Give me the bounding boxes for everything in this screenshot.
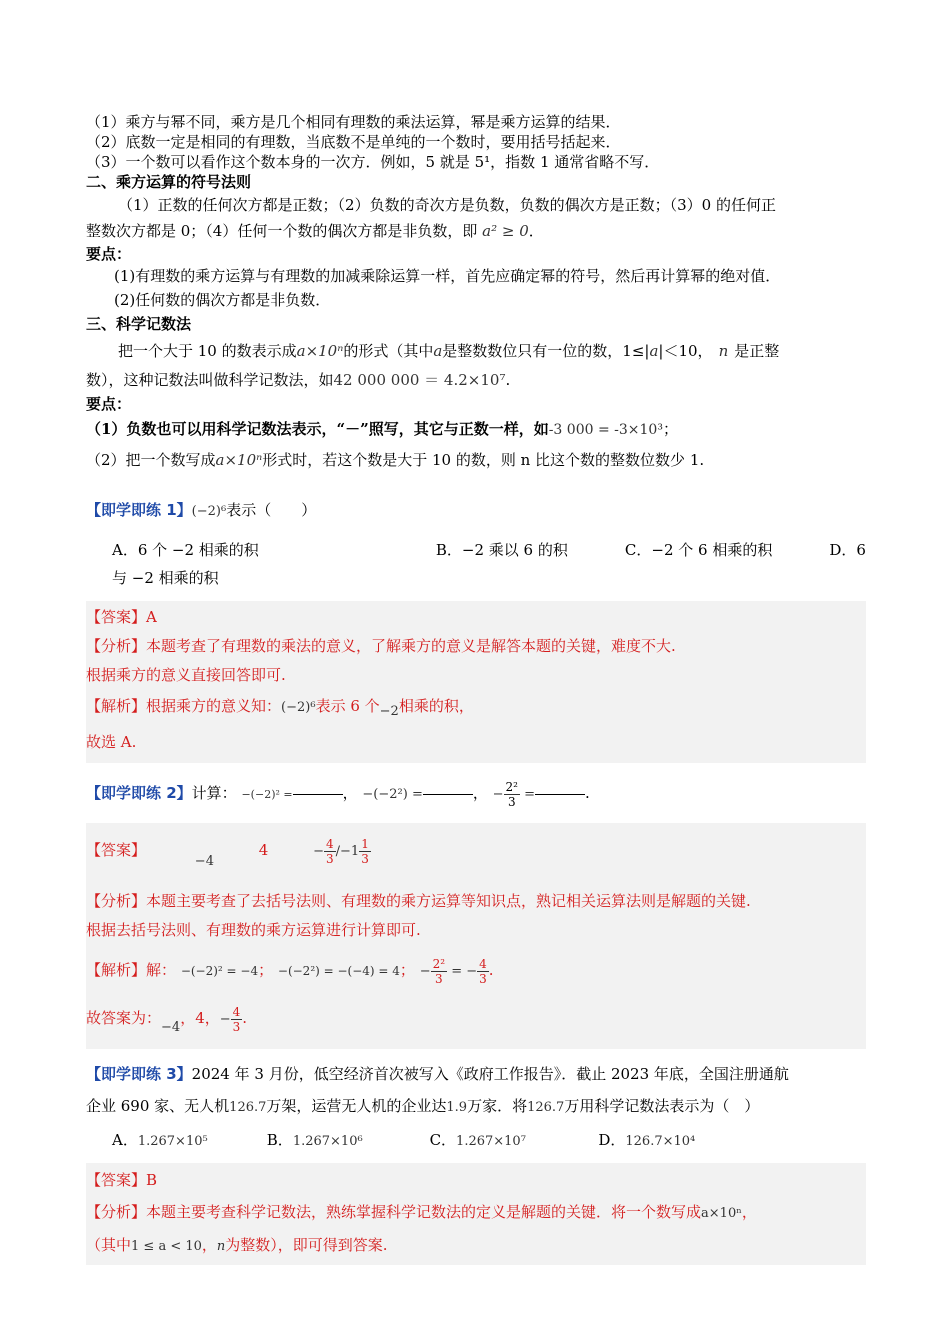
ex2-answer-3-den: 3: [325, 851, 334, 866]
ex3-analysis-label: 【分析】: [86, 1203, 147, 1221]
ex3-stem-b2: 万架，运营无人机的企业达: [266, 1097, 447, 1115]
ex1-analysis: [86, 631, 866, 661]
ex2-answer-3: [324, 837, 336, 866]
ex3-stem-b4: 万用科学记数法表示为（ ）: [564, 1097, 760, 1115]
ex3-stem-b-m2: 1.9: [446, 1100, 468, 1115]
ex3-options: [86, 1125, 866, 1157]
ex1-solution-c: 相乘的积，: [398, 697, 474, 715]
ex3-label: 【即学即练 3】: [86, 1065, 192, 1083]
ex2-conclusion: 故答案为：−4，4，− $\frac{4}{3}$ .: [86, 1004, 248, 1035]
section-2-title: 二、乘方运算的符号法则: [86, 173, 252, 191]
kp2-text-b: 形式时，若这个数是大于 10 的数，则 n 比这个数的整数位数少 1.: [262, 451, 705, 469]
section-3-keypoint-label: 要点：: [86, 395, 132, 413]
ex1-option-c[interactable]: C．−2 个 6 相乘的积: [624, 541, 773, 559]
section-3-keypoint-2: [86, 445, 866, 475]
ex3-analysis2-math2: n: [216, 1239, 226, 1254]
ex3-option-c-math: 1.267×10⁷: [456, 1134, 526, 1149]
desc-a2: 的形式（其中: [343, 342, 434, 360]
ex1-solution-math: (−2)⁶: [281, 700, 316, 715]
ex2-solution-a: 解：: [146, 961, 177, 979]
ex3-analysis-math: a×10ⁿ: [701, 1206, 742, 1221]
section-2-keypoint-1: (1)有理数的乘方运算与有理数的加减乘除运算一样，首先应确定幂的符号，然后再计算幂的绝对值．: [114, 267, 781, 285]
ex3-option-c-label: C．: [429, 1131, 457, 1149]
desc-math4: n: [718, 342, 729, 360]
ex2-solution: 【解析】解： −(−2)² = −4； −(−2²) = −(−4) = 4； − $\frac{\text{2²}}{3}$ = − $\frac{4}{3}$ .: [86, 956, 494, 986]
ex1-conclusion: 故选 A.: [86, 733, 137, 751]
ex3-analysis2-a: （其中: [86, 1236, 132, 1254]
ex3-analysis-text: 本题主要考查科学记数法，熟练掌握科学记数法的定义是解题的关键．将一个数写成: [146, 1203, 702, 1221]
section-2-rule-a: （1）正数的任何次方都是正数；（2）负数的奇次方是负数，负数的偶次方是正数；（3）0 的任何正: [118, 196, 776, 214]
ex3-option-d[interactable]: [598, 1125, 695, 1157]
ex1-stem-text: 表示（ ）: [226, 501, 317, 519]
kp2-math: a×10ⁿ: [215, 451, 263, 469]
kp1-text: （1）负数也可以用科学记数法表示，“－”照写，其它与正数一样，如: [86, 420, 549, 438]
ex1-answer-box: [86, 601, 866, 763]
ex2-answer-box: [86, 823, 866, 1049]
ex2-stem: 【即学即练 2】计算： −(−2)² = ， −(−2²) = ， − $\frac{\text{2²}}{3}$ = .: [86, 779, 590, 809]
section-3-keypoint-1: （1）负数也可以用科学记数法表示，“－”照写，其它与正数一样，如-3 000 = -3×10³；: [86, 420, 678, 438]
ex2-answer-1: −4: [194, 854, 214, 869]
ex3-answer-label: 【答案】: [86, 1171, 147, 1189]
ex2-blank-2[interactable]: [423, 794, 473, 795]
ex3-stem-b: [86, 1089, 866, 1125]
ex2-blank-1[interactable]: [293, 794, 343, 795]
section-2-rule-b: 整数次方都是 0；（4）任何一个数的偶次方都是非负数，即 a² ≥ 0．: [86, 222, 544, 240]
desc-a3: 是整数数位只有一位的数，1≤|: [442, 342, 650, 360]
ex1-answer: [86, 603, 866, 631]
ex2-expr-3-den: 3: [507, 794, 516, 809]
ex1-math: (−2)⁶: [191, 504, 227, 519]
kp2-text-a: （2）把一个数写成: [86, 451, 216, 469]
ex2-analysis-label: 【分析】: [86, 892, 147, 910]
ex2-answer-3-alt: −1: [340, 844, 360, 859]
desc-math3: a: [649, 342, 659, 360]
rule-b-text: 整数次方都是 0；（4）任何一个数的偶次方都是非负数，即: [86, 222, 478, 240]
ex3-stem-a-text: 2024 年 3 月份，低空经济首次被写入《政府工作报告》．截止 2023 年底，全国注册通航: [191, 1065, 789, 1083]
desc-a4: |＜10，: [658, 342, 713, 360]
ex2-expr-3: [504, 780, 520, 809]
ex2-analysis-2: 根据去括号法则、有理数的乘方运算进行计算即可.: [86, 921, 421, 939]
ex3-option-a-label: A．: [112, 1131, 138, 1149]
ex3-answer-value: B: [146, 1171, 158, 1189]
ex1-options: [86, 537, 866, 563]
intro-line-3: （3）一个数可以看作这个数本身的一次方．例如，5 就是 5¹，指数 1 通常省略不写．: [86, 153, 660, 171]
ex1-analysis-2: 根据乘方的意义直接回答即可.: [86, 666, 286, 684]
ex3-stem-b3: 万家．将: [467, 1097, 528, 1115]
intro-line-1: （1）乘方与幂不同，乘方是几个相同有理数的乘法运算，幂是乘方运算的结果．: [86, 113, 621, 131]
ex2-analysis-text: 本题主要考查了去括号法则、有理数的乘方运算等知识点，熟记相关运算法则是解题的关键.: [146, 892, 751, 910]
ex1-solution-math2: −2: [379, 704, 399, 719]
ex1-solution: [86, 689, 866, 725]
ex3-option-a[interactable]: [112, 1125, 262, 1157]
section-3-title: 三、科学记数法: [86, 315, 192, 333]
desc-math1: a×10ⁿ: [296, 342, 344, 360]
ex2-expr-3-num: 2²: [505, 779, 518, 794]
ex3-answer-box: [86, 1163, 866, 1265]
ex3-option-a-math: 1.267×10⁵: [137, 1134, 208, 1149]
ex3-analysis2-c: 为整数），即可得到答案.: [225, 1236, 388, 1254]
ex2-analysis: [86, 885, 866, 917]
ex3-option-d-math: 126.7×10⁴: [625, 1134, 696, 1149]
ex1-stem: [86, 497, 866, 525]
ex3-option-b-label: B．: [266, 1131, 293, 1149]
ex2-conclusion-b: ，4，: [180, 1009, 220, 1027]
ex3-answer: [86, 1165, 866, 1195]
desc-b1: 数），这种记数法叫做科学记数法，如: [86, 371, 334, 389]
ex2-solution-label: 【解析】: [86, 961, 147, 979]
ex1-option-d[interactable]: D．6: [829, 541, 866, 559]
ex1-option-b[interactable]: B．−2 乘以 6 的积: [435, 541, 568, 559]
desc-b-math: 42 000 000 ＝ 4.2×10⁷: [333, 371, 506, 389]
ex2-label: 【即学即练 2】: [86, 784, 192, 802]
ex2-answer-label: 【答案】: [86, 841, 147, 859]
ex3-analysis-2: [86, 1231, 866, 1261]
ex3-analysis2-b: ，: [201, 1236, 217, 1254]
ex2-answer-3-num: 4: [325, 836, 334, 851]
ex2-solution-math-1: −(−2)² = −4: [180, 964, 259, 978]
desc-a1: 把一个大于 10 的数表示成: [118, 342, 297, 360]
ex3-stem-a: [86, 1059, 866, 1089]
ex1-answer-value: A: [146, 608, 157, 626]
ex3-stem-b-m3: 126.7: [527, 1100, 565, 1115]
ex1-analysis-label: 【分析】: [86, 637, 147, 655]
ex2-answer: 【答案】 −4 4 − $\frac{4}{3}$ /−1 $\frac{1}{3}$: [86, 827, 866, 875]
ex2-conclusion-math-1: −4: [161, 1020, 181, 1035]
ex3-stem-b-m1: 126.7: [229, 1100, 267, 1115]
ex3-option-d-label: D．: [598, 1131, 626, 1149]
ex3-option-c[interactable]: [430, 1125, 594, 1157]
ex2-stem-text: 计算：: [191, 784, 237, 802]
section-3-desc-b: 数），这种记数法叫做科学记数法，如42 000 000 ＝ 4.2×10⁷.: [86, 371, 511, 389]
ex1-analysis-text: 本题考查了有理数的乘法的意义，了解乘方的意义是解答本题的关键，难度不大.: [146, 637, 676, 655]
ex3-stem-b1: 企业 690 家、无人机: [86, 1097, 230, 1115]
section-2-keypoint-2: (2)任何数的偶次方都是非负数．: [114, 291, 331, 309]
ex3-option-b-math: 1.267×10⁶: [292, 1134, 363, 1149]
ex2-conclusion-a: 故答案为：: [86, 1009, 162, 1027]
ex2-expr-1: −(−2)²: [241, 788, 280, 801]
rule-b-math: a² ≥ 0: [482, 222, 529, 240]
ex1-label: 【即学即练 1】: [86, 501, 192, 519]
ex1-solution-label: 【解析】: [86, 697, 147, 715]
ex1-option-a[interactable]: A．6 个 −2 相乘的积: [112, 541, 259, 559]
kp1-math: -3 000 = -3×10³: [548, 422, 663, 438]
section-2-keypoint-label: 要点：: [86, 245, 132, 263]
ex2-solution-math-2: −(−2²) = −(−4) = 4: [277, 964, 400, 978]
ex1-solution-a: 根据乘方的意义知：: [146, 697, 282, 715]
desc-math2: a: [433, 342, 443, 360]
document-page: [86, 112, 866, 1265]
intro-line-2: （2）底数一定是相同的有理数，当底数不是单纯的一个数时，要用括号括起来．: [86, 133, 621, 151]
ex3-analysis: 【分析】本题主要考查科学记数法，熟练掌握科学记数法的定义是解题的关键．将一个数写成a×10ⁿ，: [86, 1203, 757, 1221]
ex1-answer-label: 【答案】: [86, 608, 147, 626]
ex3-analysis2-math: 1 ≤ a < 10: [131, 1239, 202, 1254]
ex3-option-b[interactable]: [267, 1125, 425, 1157]
ex2-blank-3[interactable]: [535, 794, 585, 795]
ex1-solution-b: 表示 6 个: [315, 697, 380, 715]
desc-a5: 是正整: [734, 342, 780, 360]
section-3-desc-a: [86, 336, 866, 366]
ex1-option-d-cont: 与 −2 相乘的积: [112, 569, 219, 587]
ex2-answer-2: 4: [258, 841, 269, 859]
ex2-expr-2: −(−2²) =: [362, 787, 423, 802]
